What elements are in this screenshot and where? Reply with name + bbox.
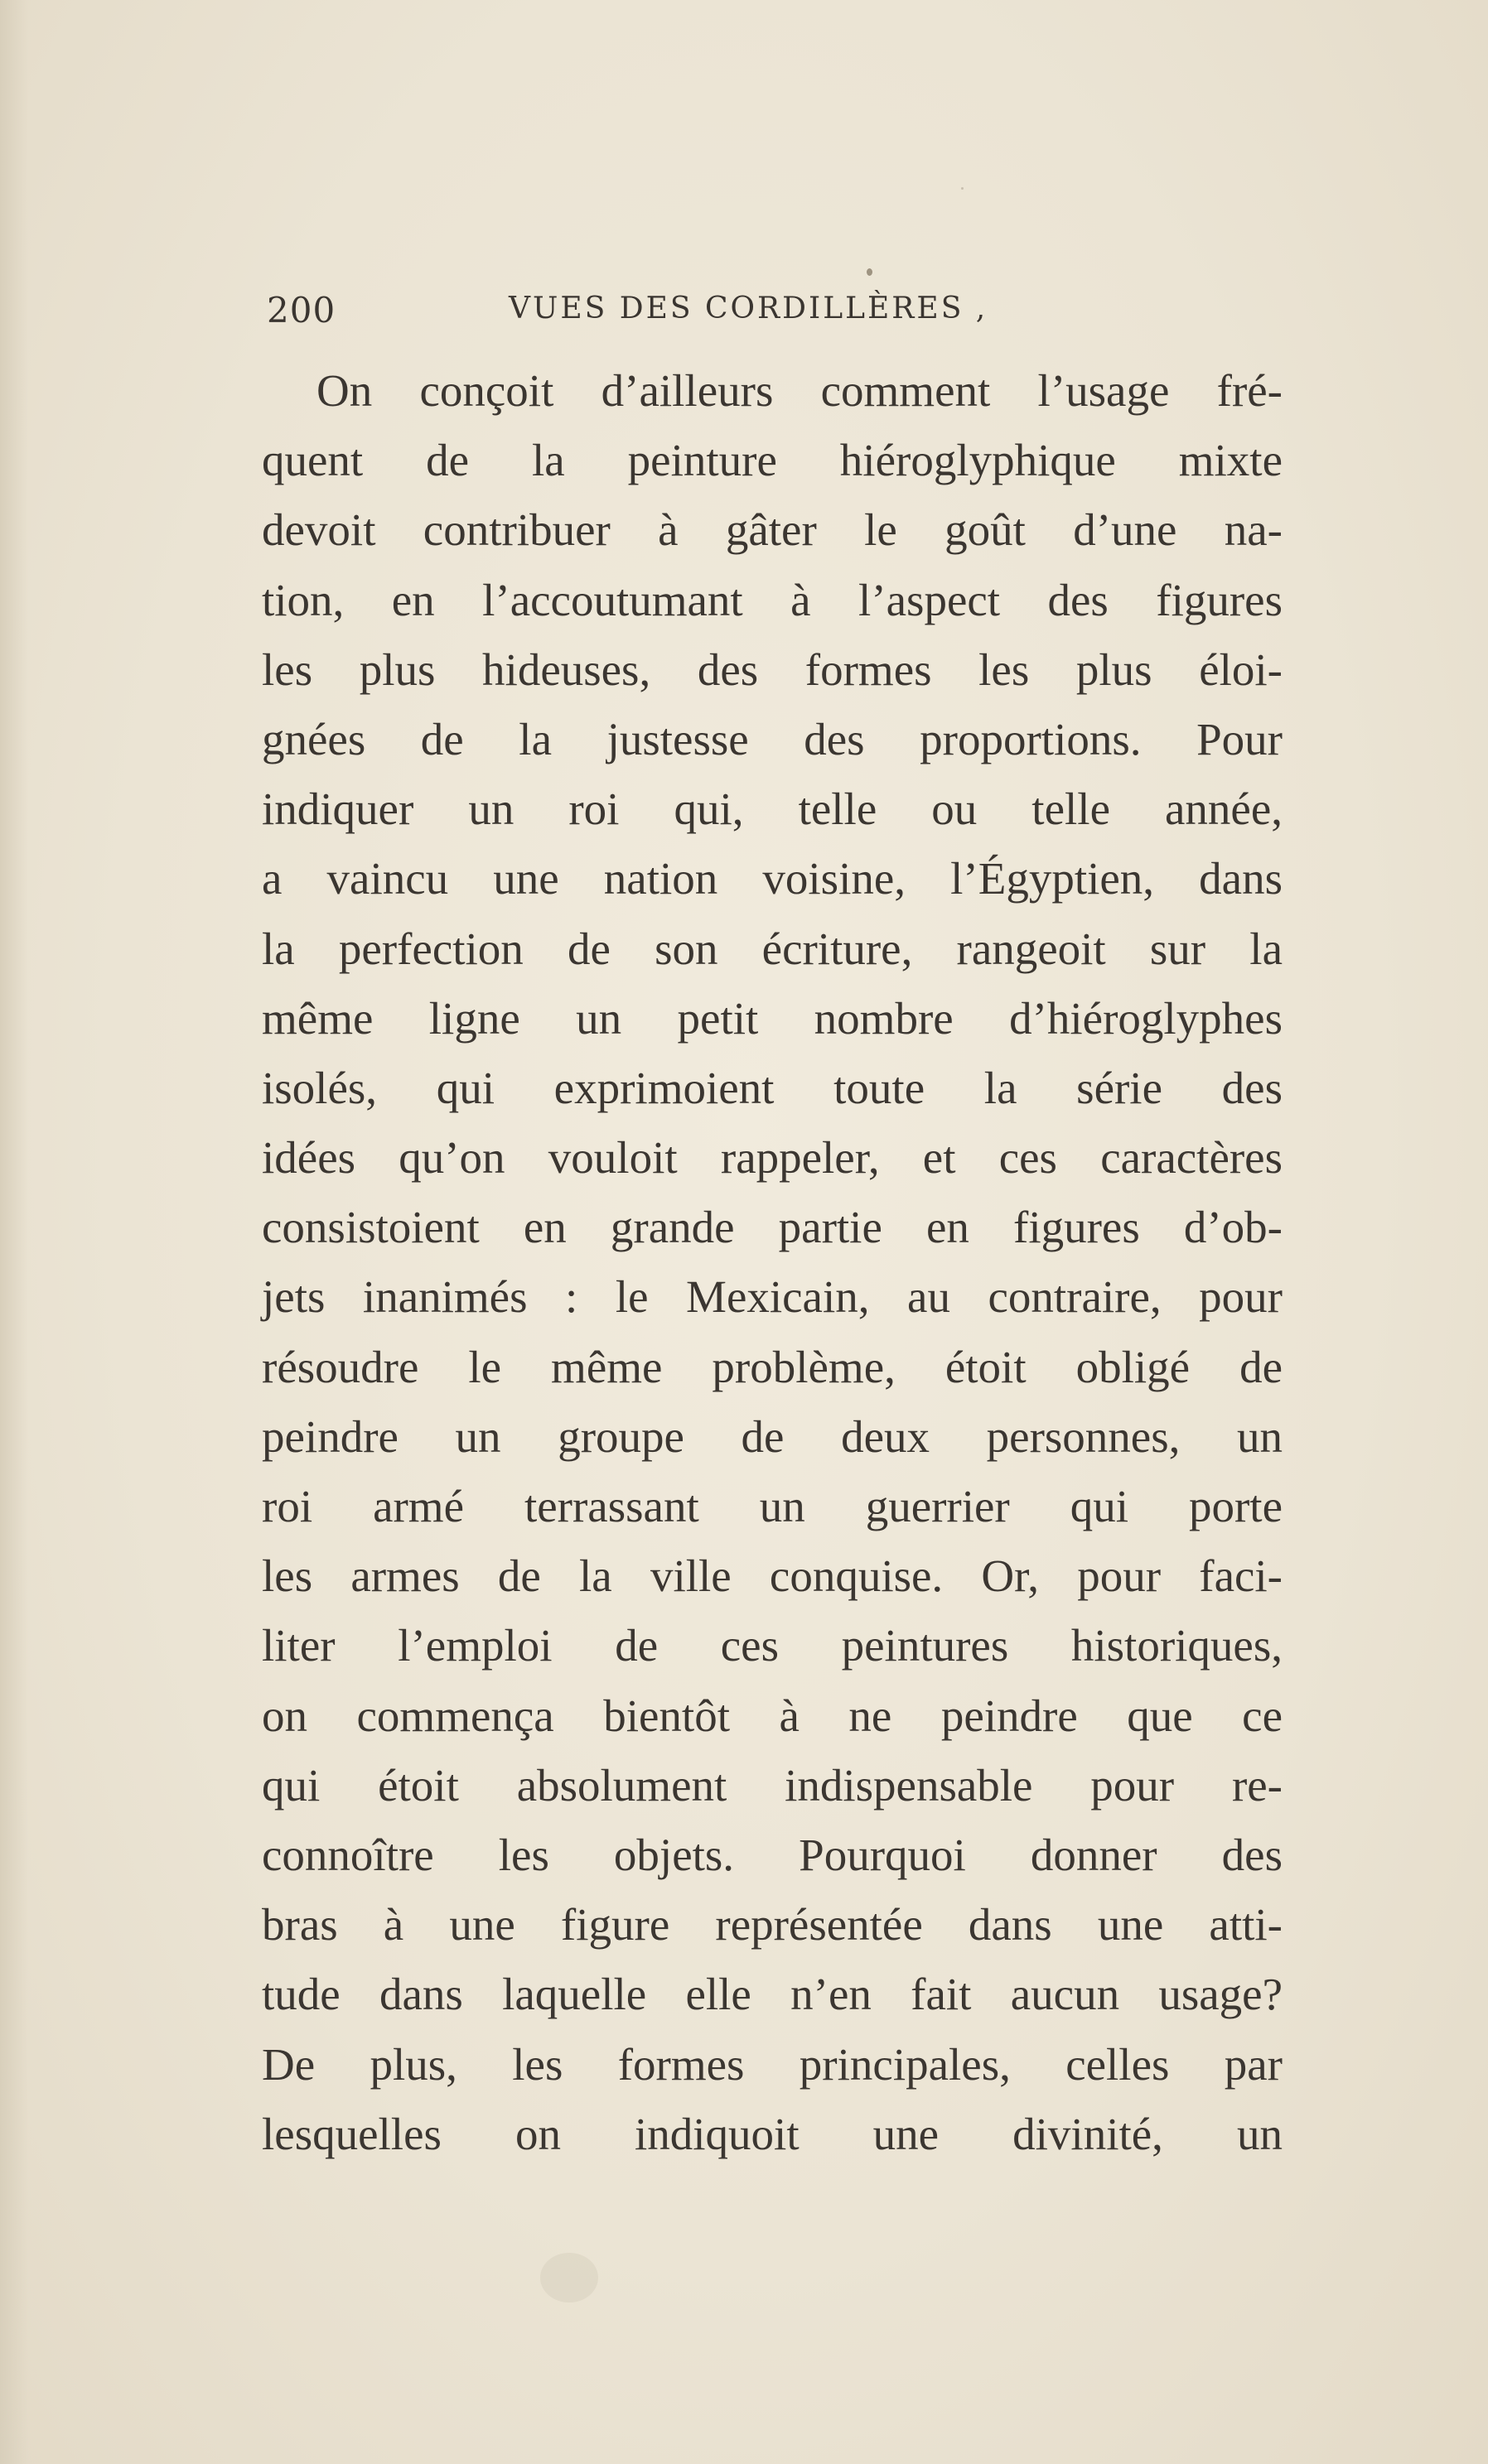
text-line: les armes de la ville conquise. Or, pour faci- [262, 1550, 1283, 1602]
ink-speck [961, 187, 964, 190]
text-line: la perfection de son écriture, rangeoit sur la [262, 923, 1283, 974]
text-line: consistoient en grande partie en figures d’ob- [262, 1202, 1283, 1253]
text-line: bras à une figure représentée dans une atti- [262, 1899, 1283, 1950]
text-line: on commença bientôt à ne peindre que ce [262, 1690, 1283, 1741]
text-line: isolés, qui exprimoient toute la série des [262, 1062, 1283, 1113]
running-title: VUES DES CORDILLÈRES , [509, 292, 988, 325]
text-line: liter l’emploi de ces peintures historiques, [262, 1620, 1283, 1671]
text-line: connoître les objets. Pourquoi donner des [262, 1829, 1283, 1880]
text-line: les plus hideuses, des formes les plus éloi- [262, 644, 1283, 695]
text-line: tion, en l’accoutumant à l’aspect des figures [262, 574, 1283, 625]
text-line: devoit contribuer à gâter le goût d’une na- [262, 504, 1283, 556]
text-line: gnées de la justesse des proportions. Pour [262, 713, 1283, 764]
text-line: indiquer un roi qui, telle ou telle année, [262, 784, 1283, 835]
text-line: qui étoit absolument indispensable pour re- [262, 1759, 1283, 1811]
text-line: tude dans laquelle elle n’en fait aucun usage? [262, 1969, 1283, 2020]
ink-speck [867, 268, 872, 276]
text-line: quent de la peinture hiéroglyphique mixte [262, 435, 1283, 486]
text-line: De plus, les formes principales, celles par [262, 2038, 1283, 2090]
body-paragraph [262, 356, 1283, 2169]
text-line: résoudre le même problème, étoit obligé de [262, 1341, 1283, 1392]
text-line: même ligne un petit nombre d’hiéroglyphes [262, 992, 1283, 1044]
text-line: roi armé terrassant un guerrier qui porte [262, 1481, 1283, 1531]
text-line: a vaincu une nation voisine, l’Égyptien, dans [262, 853, 1283, 904]
page-gutter-shadow [0, 0, 28, 2464]
text-line: peindre un groupe de deux personnes, un [262, 1410, 1283, 1462]
text-line: idées qu’on vouloit rappeler, et ces caractères [262, 1132, 1283, 1184]
text-line: lesquelles on indiquoit une divinité, un [262, 2108, 1283, 2159]
text-line: jets inanimés : le Mexicain, au contraire, pour [262, 1271, 1283, 1323]
text-line: On conçoit d’ailleurs comment l’usage fré- [316, 365, 1283, 416]
page-header [267, 290, 1327, 343]
ink-speck [540, 2253, 598, 2302]
page-number: 200 [267, 290, 336, 330]
